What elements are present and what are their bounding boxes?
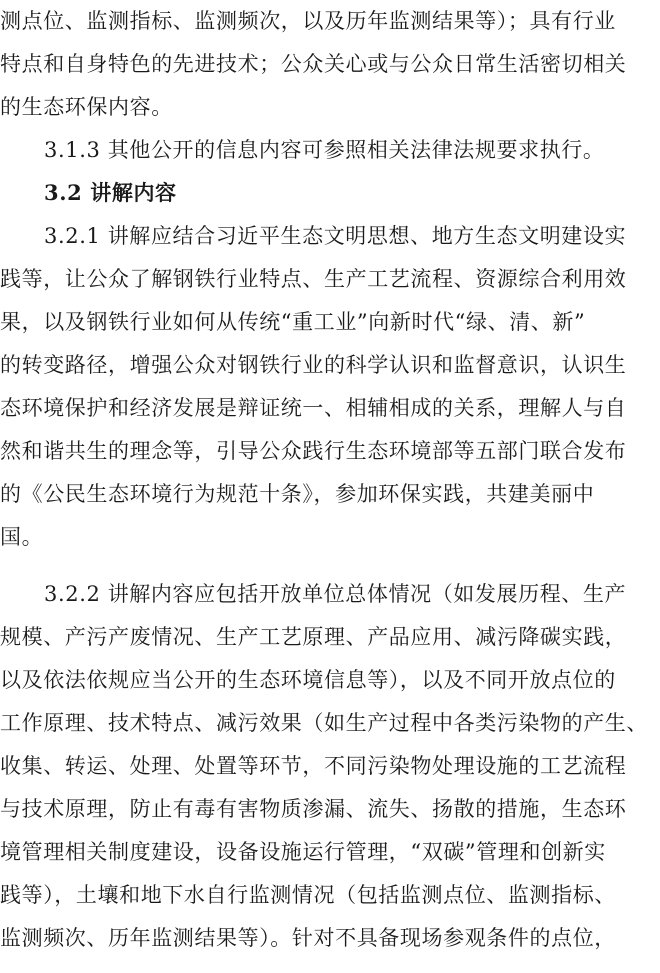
paragraph-line: 特点和自身特色的先进技术；公众关心或与公众日常生活密切相关 [0,52,627,76]
paragraph-line: 的生态环保内容。 [0,95,173,119]
paragraph-line: 境管理相关制度建设，设备设施运行管理，“双碳”管理和创新实 [0,840,606,864]
paragraph-line: 的转变路径，增强公众对钢铁行业的科学认识和监督意识，认识生 [0,353,627,377]
paragraph-line: 国。 [0,525,44,549]
paragraph-line: 然和谐共生的理念等，引导公众践行生态环境部等五部门联合发布 [0,439,627,463]
paragraph-line: 的《公民生态环境行为规范十条》，参加环保实践，共建美丽中 [0,482,595,506]
paragraph-line: 收集、转运、处理、处置等环节，不同污染物处理设施的工艺流程 [0,754,627,778]
paragraph-line: 以及依法依规应当公开的生态环境信息等），以及不同开放点位的 [0,668,616,692]
section-3-1-3-line: 3.1.3 其他公开的信息内容可参照相关法律法规要求执行。 [44,138,605,162]
paragraph-line: 践等），土壤和地下水自行监测情况（包括监测点位、监测指标、 [0,883,616,907]
paragraph-line: 监测频次、历年监测结果等）。针对不具备现场参观条件的点位， [0,926,616,950]
section-3-2-2-line: 3.2.2 讲解内容应包括开放单位总体情况（如发展历程、生产 [44,582,627,606]
paragraph-line: 践等，让公众了解钢铁行业特点、生产工艺流程、资源综合利用效 [0,267,627,291]
paragraph-line: 与技术原理，防止有毒有害物质渗漏、流失、扬散的措施，生态环 [0,797,627,821]
paragraph-line: 测点位、监测指标、监测频次，以及历年监测结果等）；具有行业 [0,9,616,33]
paragraph-line: 果，以及钢铁行业如何从传统“重工业”向新时代“绿、清、新” [0,310,586,334]
paragraph-line: 规模、产污产废情况、生产工艺原理、产品应用、减污降碳实践， [0,625,627,649]
section-heading-3-2: 3.2 讲解内容 [44,180,177,205]
section-3-2-1-line: 3.2.1 讲解应结合习近平生态文明思想、地方生态文明建设实 [44,224,627,248]
paragraph-line: 工作原理、技术特点、减污效果（如生产过程中各类污染物的产生、 [0,711,648,735]
paragraph-line: 态环境保护和经济发展是辩证统一、相辅相成的关系，理解人与自 [0,396,627,420]
